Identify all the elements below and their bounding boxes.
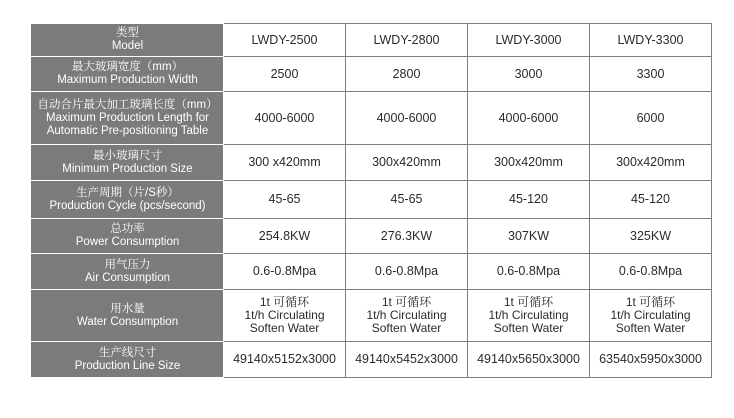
label-line-en: Production Line Size (74, 359, 181, 372)
cell-text: 300x420mm (372, 155, 441, 169)
cell-text: 0.6-0.8Mpa (374, 264, 439, 278)
cell-text: 4000-6000 (254, 110, 315, 125)
cell-text: 49140x5452x3000 (355, 352, 458, 366)
cell-max-width (468, 57, 590, 92)
cell-line-size (468, 342, 590, 378)
row-label-model (32, 24, 224, 57)
table-row (32, 92, 712, 145)
row-label-max-width (32, 57, 224, 92)
cell-air (590, 254, 712, 290)
cell-water (224, 290, 346, 342)
label-line-en: Automatic Pre-positioning Table (46, 124, 209, 137)
cell-text: Soften Water (615, 321, 686, 335)
label-line-cn: 生产线尺寸 (98, 346, 157, 359)
row-label-min-size (32, 145, 224, 181)
row-label-production-cycle (32, 181, 224, 219)
label-line-en: Minimum Production Size (62, 162, 193, 175)
cell-text: 4000-6000 (498, 110, 559, 125)
cell-text: LWDY-3300 (617, 32, 684, 47)
cell-min-size (590, 145, 712, 181)
cell-text: LWDY-2800 (373, 32, 440, 47)
cell-max-width (224, 57, 346, 92)
cell-min-size (468, 145, 590, 181)
cell-water (468, 290, 590, 342)
table-row (32, 290, 712, 342)
cell-production-cycle (468, 181, 590, 219)
cell-text: 2800 (392, 66, 421, 81)
cell-text: 45-65 (268, 192, 301, 206)
table-row (32, 181, 712, 219)
cell-max-length (590, 92, 712, 145)
cell-text: 63540x5950x3000 (599, 352, 702, 366)
label-line-en: Maximum Production Width (57, 74, 198, 86)
table-row (32, 145, 712, 181)
cell-line-size (224, 342, 346, 378)
spec-table (31, 23, 712, 378)
table-row (32, 57, 712, 92)
cell-water (346, 290, 468, 342)
cell-production-cycle (224, 181, 346, 219)
label-line-en: Maximum Production Length for (46, 111, 209, 124)
cell-text: 300x420mm (494, 155, 563, 169)
cell-line-size (346, 342, 468, 378)
cell-text: LWDY-2500 (251, 32, 318, 47)
label-line-en: Power Consumption (75, 236, 180, 248)
cell-text: 45-120 (631, 192, 670, 206)
cell-text: 325KW (630, 228, 671, 243)
cell-text: 307KW (508, 228, 549, 243)
cell-text: 1t 可循环 (381, 295, 432, 309)
label-line-cn: 总功率 (110, 223, 145, 235)
row-label-max-length (32, 92, 224, 145)
cell-text: 1t/h Circulating (610, 308, 691, 322)
cell-water (590, 290, 712, 342)
cell-text: LWDY-3000 (495, 32, 562, 47)
label-line-cn: 生产周期（片/S秒） (76, 186, 179, 199)
label-line-en: Production Cycle (pcs/second) (49, 199, 206, 212)
cell-text: 49140x5650x3000 (477, 352, 580, 366)
cell-text: 1t 可循环 (503, 295, 554, 309)
label-line-cn: 自动合片最大加工玻璃长度（mm） (37, 98, 218, 111)
cell-max-width (346, 57, 468, 92)
label-line-en: Water Consumption (76, 315, 179, 328)
cell-text: 1t 可循环 (259, 295, 310, 309)
label-line-cn: 最大玻璃宽度（mm） (71, 61, 184, 73)
cell-text: 45-65 (390, 192, 423, 206)
cell-text: 3300 (636, 66, 665, 81)
label-line-cn: 类型 (116, 27, 139, 39)
cell-power (468, 219, 590, 254)
cell-text: Soften Water (371, 321, 442, 335)
cell-line-size (590, 342, 712, 378)
cell-min-size (224, 145, 346, 181)
table-row (32, 342, 712, 378)
label-line-cn: 最小玻璃尺寸 (93, 149, 162, 162)
spec-table-body (32, 24, 712, 378)
cell-model-lwdy-3300 (590, 24, 712, 57)
cell-text: 1t 可循环 (625, 295, 676, 309)
cell-text: 300 x420mm (248, 155, 321, 169)
row-label-water (32, 290, 224, 342)
cell-production-cycle (590, 181, 712, 219)
row-label-line-size (32, 342, 224, 378)
cell-text: 1t/h Circulating (244, 308, 325, 322)
cell-text: 4000-6000 (376, 110, 437, 125)
cell-air (468, 254, 590, 290)
cell-text: 254.8KW (258, 228, 311, 243)
cell-power (346, 219, 468, 254)
cell-max-length (224, 92, 346, 145)
table-row (32, 219, 712, 254)
cell-max-length (346, 92, 468, 145)
cell-production-cycle (346, 181, 468, 219)
cell-max-length (468, 92, 590, 145)
cell-text: 0.6-0.8Mpa (496, 264, 561, 278)
cell-text: Soften Water (249, 321, 320, 335)
row-label-power (32, 219, 224, 254)
cell-text: 1t/h Circulating (366, 308, 447, 322)
cell-text: 6000 (636, 110, 665, 125)
label-line-en: Air Consumption (84, 271, 170, 284)
cell-air (224, 254, 346, 290)
row-label-air (32, 254, 224, 290)
cell-text: 2500 (270, 66, 299, 81)
cell-model-lwdy-2500 (224, 24, 346, 57)
cell-air (346, 254, 468, 290)
cell-power (224, 219, 346, 254)
label-line-cn: 用气压力 (104, 258, 151, 271)
cell-text: 49140x5152x3000 (233, 352, 336, 366)
cell-min-size (346, 145, 468, 181)
cell-text: 45-120 (509, 192, 548, 206)
table-row (32, 254, 712, 290)
label-line-cn: 用水量 (110, 302, 145, 315)
cell-model-lwdy-2800 (346, 24, 468, 57)
cell-max-width (590, 57, 712, 92)
cell-text: 300x420mm (616, 155, 685, 169)
cell-text: 0.6-0.8Mpa (252, 264, 317, 278)
label-line-en: Model (111, 40, 144, 52)
cell-power (590, 219, 712, 254)
cell-text: 1t/h Circulating (488, 308, 569, 322)
cell-text: 276.3KW (380, 228, 433, 243)
cell-text: 3000 (514, 66, 543, 81)
cell-text: Soften Water (493, 321, 564, 335)
table-row (32, 24, 712, 57)
cell-model-lwdy-3000 (468, 24, 590, 57)
cell-text: 0.6-0.8Mpa (618, 264, 683, 278)
